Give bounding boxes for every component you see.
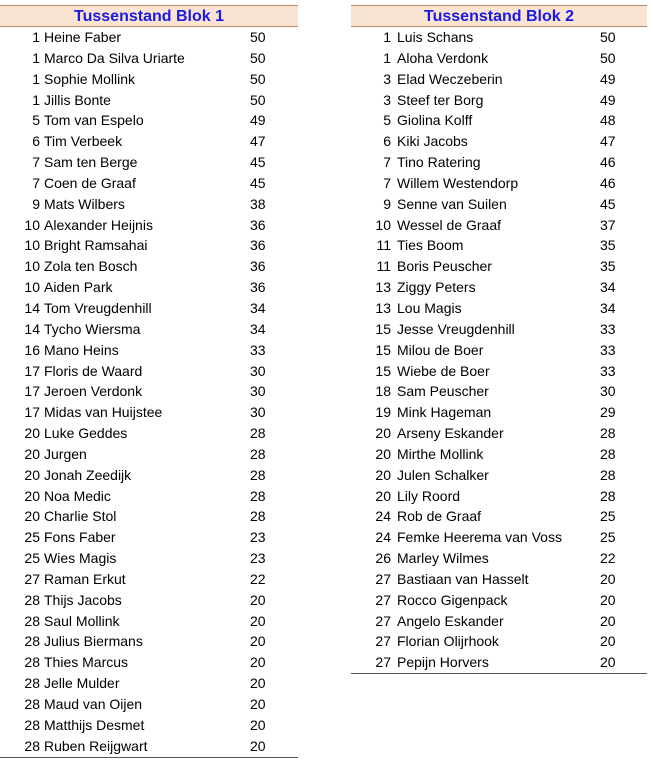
rank-cell: 28 [24,654,40,671]
rank-cell: 18 [375,383,391,400]
table-row [351,173,647,194]
table-row [351,486,647,507]
table-row [0,590,298,611]
table-row [0,736,298,757]
rank-cell: 24 [375,508,391,525]
points-cell: 22 [250,570,266,587]
points-cell: 29 [600,404,616,421]
points-cell: 49 [600,91,616,108]
name-cell: Jesse Vreugdenhill [397,320,515,337]
table-title: Tussenstand Blok 2 [351,5,647,27]
points-cell: 20 [250,612,266,629]
points-cell: 28 [250,445,266,462]
points-cell: 36 [250,279,266,296]
table-row [0,27,298,48]
name-cell: Floris de Waard [44,362,143,379]
rank-cell: 3 [383,70,391,87]
rank-cell: 17 [24,383,40,400]
name-cell: Jelle Mulder [44,675,120,692]
points-cell: 28 [250,466,266,483]
rank-cell: 7 [383,154,391,171]
points-cell: 34 [600,299,616,316]
points-cell: 35 [600,258,616,275]
points-cell: 50 [250,49,266,66]
rank-cell: 25 [24,550,40,567]
name-cell: Lou Magis [397,299,462,316]
table-row [0,631,298,652]
standings-table-blok-2 [351,5,647,674]
points-cell: 20 [250,591,266,608]
name-cell: Marco Da Silva Uriarte [44,49,185,66]
rank-cell: 1 [32,49,40,66]
points-cell: 45 [250,174,266,191]
points-cell: 23 [250,550,266,567]
name-cell: Tom van Espelo [44,112,144,129]
points-cell: 33 [600,341,616,358]
rank-cell: 20 [24,487,40,504]
table-row [351,361,647,382]
rank-cell: 27 [24,570,40,587]
name-cell: Jonah Zeedijk [44,466,132,483]
points-cell: 30 [600,383,616,400]
rank-cell: 7 [383,174,391,191]
table-row [0,340,298,361]
name-cell: Heine Faber [44,29,122,45]
table-row [351,152,647,173]
rank-cell: 1 [32,91,40,108]
name-cell: Kiki Jacobs [397,133,468,150]
points-cell: 25 [600,529,616,546]
points-cell: 36 [250,216,266,233]
table-row [0,423,298,444]
name-cell: Mink Hageman [397,404,492,421]
points-cell: 49 [600,70,616,87]
rank-cell: 20 [24,445,40,462]
rank-cell: 5 [32,112,40,129]
name-cell: Mirthe Mollink [397,445,484,462]
table-row [0,381,298,402]
rank-cell: 20 [24,425,40,442]
points-cell: 28 [600,425,616,442]
rank-cell: 17 [24,362,40,379]
name-cell: Rocco Gigenpack [397,591,508,608]
rank-cell: 26 [375,550,391,567]
name-cell: Giolina Kolff [397,112,473,129]
points-cell: 30 [250,404,266,421]
table-row [0,444,298,465]
points-cell: 33 [250,341,266,358]
name-cell: Milou de Boer [397,341,484,358]
name-cell: Ziggy Peters [397,279,476,296]
rank-cell: 11 [376,258,391,275]
table-row [351,444,647,465]
table-row [0,506,298,527]
rank-cell: 13 [375,279,391,296]
name-cell: Jillis Bonte [44,91,111,108]
name-cell: Sophie Mollink [44,70,136,87]
name-cell: Tycho Wiersma [44,320,141,337]
name-cell: Alexander Heijnis [44,216,153,233]
table-row [0,569,298,590]
points-cell: 20 [250,737,266,754]
table-row [351,235,647,256]
name-cell: Senne van Suilen [397,195,507,212]
points-cell: 20 [250,654,266,671]
points-cell: 28 [600,487,616,504]
table-row [0,298,298,319]
rank-cell: 10 [24,237,40,254]
rank-cell: 1 [32,70,40,87]
table-row [351,90,647,111]
name-cell: Ties Boom [397,237,464,254]
name-cell: Lily Roord [397,487,461,504]
rank-cell: 10 [375,216,391,233]
rank-cell: 1 [383,49,391,66]
name-cell: Sam ten Berge [44,154,138,171]
name-cell: Marley Wilmes [397,550,489,567]
rank-cell: 1 [383,29,391,45]
name-cell: Noa Medic [44,487,111,504]
rank-cell: 14 [24,320,40,337]
table-row [0,673,298,694]
name-cell: Charlie Stol [44,508,117,525]
rank-cell: 27 [375,612,391,629]
table-row [351,48,647,69]
name-cell: Matthijs Desmet [44,716,145,733]
points-cell: 47 [250,133,266,150]
name-cell: Raman Erkut [44,570,126,587]
points-cell: 37 [600,216,616,233]
points-cell: 33 [600,362,616,379]
table-row [351,319,647,340]
rank-cell: 9 [383,195,391,212]
rank-cell: 1 [32,29,40,45]
name-cell: Maud van Oijen [44,696,143,712]
table-row [351,611,647,632]
rank-cell: 20 [375,466,391,483]
points-cell: 35 [600,237,616,254]
name-cell: Thies Marcus [44,654,129,671]
table-title: Tussenstand Blok 1 [0,5,298,27]
points-cell: 38 [250,195,266,212]
name-cell: Mano Heins [44,341,119,358]
name-cell: Tim Verbeek [44,133,123,150]
name-cell: Ruben Reijgwart [44,737,148,754]
rank-cell: 28 [24,696,40,712]
points-cell: 36 [250,237,266,254]
table-row [0,486,298,507]
name-cell: Julius Biermans [44,633,143,650]
name-cell: Coen de Graaf [44,174,136,191]
name-cell: Angelo Eskander [397,612,504,629]
table-row [351,402,647,423]
table-row [0,173,298,194]
table-row [0,715,298,736]
rank-cell: 27 [375,591,391,608]
table-row [0,361,298,382]
table-row [0,194,298,215]
rank-cell: 24 [375,529,391,546]
name-cell: Aloha Verdonk [397,49,489,66]
rank-cell: 6 [383,133,391,150]
name-cell: Thijs Jacobs [44,591,122,608]
table-row [351,652,647,673]
table-row [351,527,647,548]
table-row [0,319,298,340]
rank-cell: 10 [24,216,40,233]
table-row [351,465,647,486]
rank-cell: 28 [24,633,40,650]
rank-cell: 17 [24,404,40,421]
points-cell: 30 [250,362,266,379]
table-row [0,152,298,173]
points-cell: 20 [600,570,616,587]
name-cell: Sam Peuscher [397,383,489,400]
table-bottom-rule [351,673,647,674]
rank-cell: 10 [24,258,40,275]
table-row [0,235,298,256]
standings-table-blok-1 [0,5,298,758]
points-cell: 20 [600,591,616,608]
table-row [0,110,298,131]
points-cell: 49 [250,112,266,129]
points-cell: 20 [600,633,616,650]
points-cell: 30 [250,383,266,400]
rank-cell: 3 [383,91,391,108]
points-cell: 48 [600,112,616,129]
name-cell: Aiden Park [44,279,113,296]
name-cell: Willem Westendorp [397,174,519,191]
table-row [351,423,647,444]
rank-cell: 20 [375,487,391,504]
table-row [351,27,647,48]
table-row [0,465,298,486]
name-cell: Steef ter Borg [397,91,484,108]
table-row [0,256,298,277]
name-cell: Wies Magis [44,550,117,567]
name-cell: Midas van Huijstee [44,404,163,421]
rank-cell: 20 [24,466,40,483]
points-cell: 46 [600,154,616,171]
points-cell: 28 [250,425,266,442]
table-row [0,694,298,715]
rank-cell: 13 [375,299,391,316]
name-cell: Wiebe de Boer [397,362,490,379]
rank-cell: 20 [375,425,391,442]
points-cell: 33 [600,320,616,337]
rank-cell: 28 [24,675,40,692]
rank-cell: 7 [32,174,40,191]
table-row [0,277,298,298]
points-cell: 22 [600,550,616,567]
points-cell: 20 [600,654,616,671]
table-row [0,69,298,90]
rank-cell: 20 [375,445,391,462]
rank-cell: 6 [32,133,40,150]
name-cell: Saul Mollink [44,612,120,629]
rank-cell: 27 [375,570,391,587]
points-cell: 20 [250,675,266,692]
rank-cell: 9 [32,195,40,212]
table-row [351,548,647,569]
points-cell: 34 [250,320,266,337]
table-body [0,27,298,757]
points-cell: 20 [250,633,266,650]
points-cell: 28 [250,508,266,525]
table-row [0,548,298,569]
name-cell: Florian Olijrhook [397,633,499,650]
table-row [351,590,647,611]
table-row [351,506,647,527]
table-row [0,215,298,236]
table-row [0,48,298,69]
rank-cell: 28 [24,591,40,608]
points-cell: 20 [600,612,616,629]
rank-cell: 15 [375,341,391,358]
points-cell: 20 [250,716,266,733]
points-cell: 28 [250,487,266,504]
rank-cell: 27 [375,633,391,650]
table-row [0,131,298,152]
name-cell: Jeroen Verdonk [44,383,143,400]
rank-cell: 10 [24,279,40,296]
rank-cell: 28 [24,737,40,754]
name-cell: Arseny Eskander [397,425,504,442]
table-row [351,69,647,90]
points-cell: 28 [600,445,616,462]
table-row [351,131,647,152]
rank-cell: 15 [375,320,391,337]
rank-cell: 11 [376,237,391,254]
name-cell: Boris Peuscher [397,258,492,275]
name-cell: Elad Weczeberin [397,70,503,87]
table-row [351,194,647,215]
table-row [0,90,298,111]
table-row [0,402,298,423]
rank-cell: 16 [24,341,40,358]
rank-cell: 25 [24,529,40,546]
name-cell: Mats Wilbers [44,195,125,212]
table-row [351,215,647,236]
name-cell: Julen Schalker [397,466,489,483]
points-cell: 34 [600,279,616,296]
points-cell: 50 [250,29,266,45]
points-cell: 23 [250,529,266,546]
rank-cell: 14 [24,299,40,316]
table-row [0,527,298,548]
rank-cell: 19 [375,404,391,421]
name-cell: Luke Geddes [44,425,128,442]
rank-cell: 20 [24,508,40,525]
points-cell: 28 [600,466,616,483]
name-cell: Tino Ratering [397,154,481,171]
table-row [351,340,647,361]
name-cell: Wessel de Graaf [397,216,502,233]
name-cell: Jurgen [44,445,87,462]
table-row [351,381,647,402]
name-cell: Fons Faber [44,529,116,546]
table-row [351,298,647,319]
name-cell: Bastiaan van Hasselt [397,570,529,587]
rank-cell: 15 [375,362,391,379]
points-cell: 25 [600,508,616,525]
rank-cell: 7 [32,154,40,171]
name-cell: Pepijn Horvers [397,654,489,671]
table-body [351,27,647,673]
points-cell: 46 [600,174,616,191]
table-row [0,652,298,673]
table-row [0,611,298,632]
points-cell: 34 [250,299,266,316]
points-cell: 47 [600,133,616,150]
name-cell: Rob de Graaf [397,508,482,525]
name-cell: Zola ten Bosch [44,258,138,275]
points-cell: 50 [600,29,616,45]
table-bottom-rule [0,757,298,758]
name-cell: Femke Heerema van Voss [397,529,562,546]
points-cell: 50 [600,49,616,66]
table-row [351,631,647,652]
points-cell: 50 [250,70,266,87]
points-cell: 45 [250,154,266,171]
rank-cell: 27 [375,654,391,671]
points-cell: 50 [250,91,266,108]
table-row [351,569,647,590]
points-cell: 45 [600,195,616,212]
rank-cell: 28 [24,716,40,733]
table-row [351,110,647,131]
points-cell: 36 [250,258,266,275]
name-cell: Tom Vreugdenhill [44,299,152,316]
rank-cell: 5 [383,112,391,129]
name-cell: Bright Ramsahai [44,237,148,254]
table-row [351,256,647,277]
points-cell: 20 [250,696,266,712]
table-row [351,277,647,298]
rank-cell: 28 [24,612,40,629]
name-cell: Luis Schans [397,29,474,45]
